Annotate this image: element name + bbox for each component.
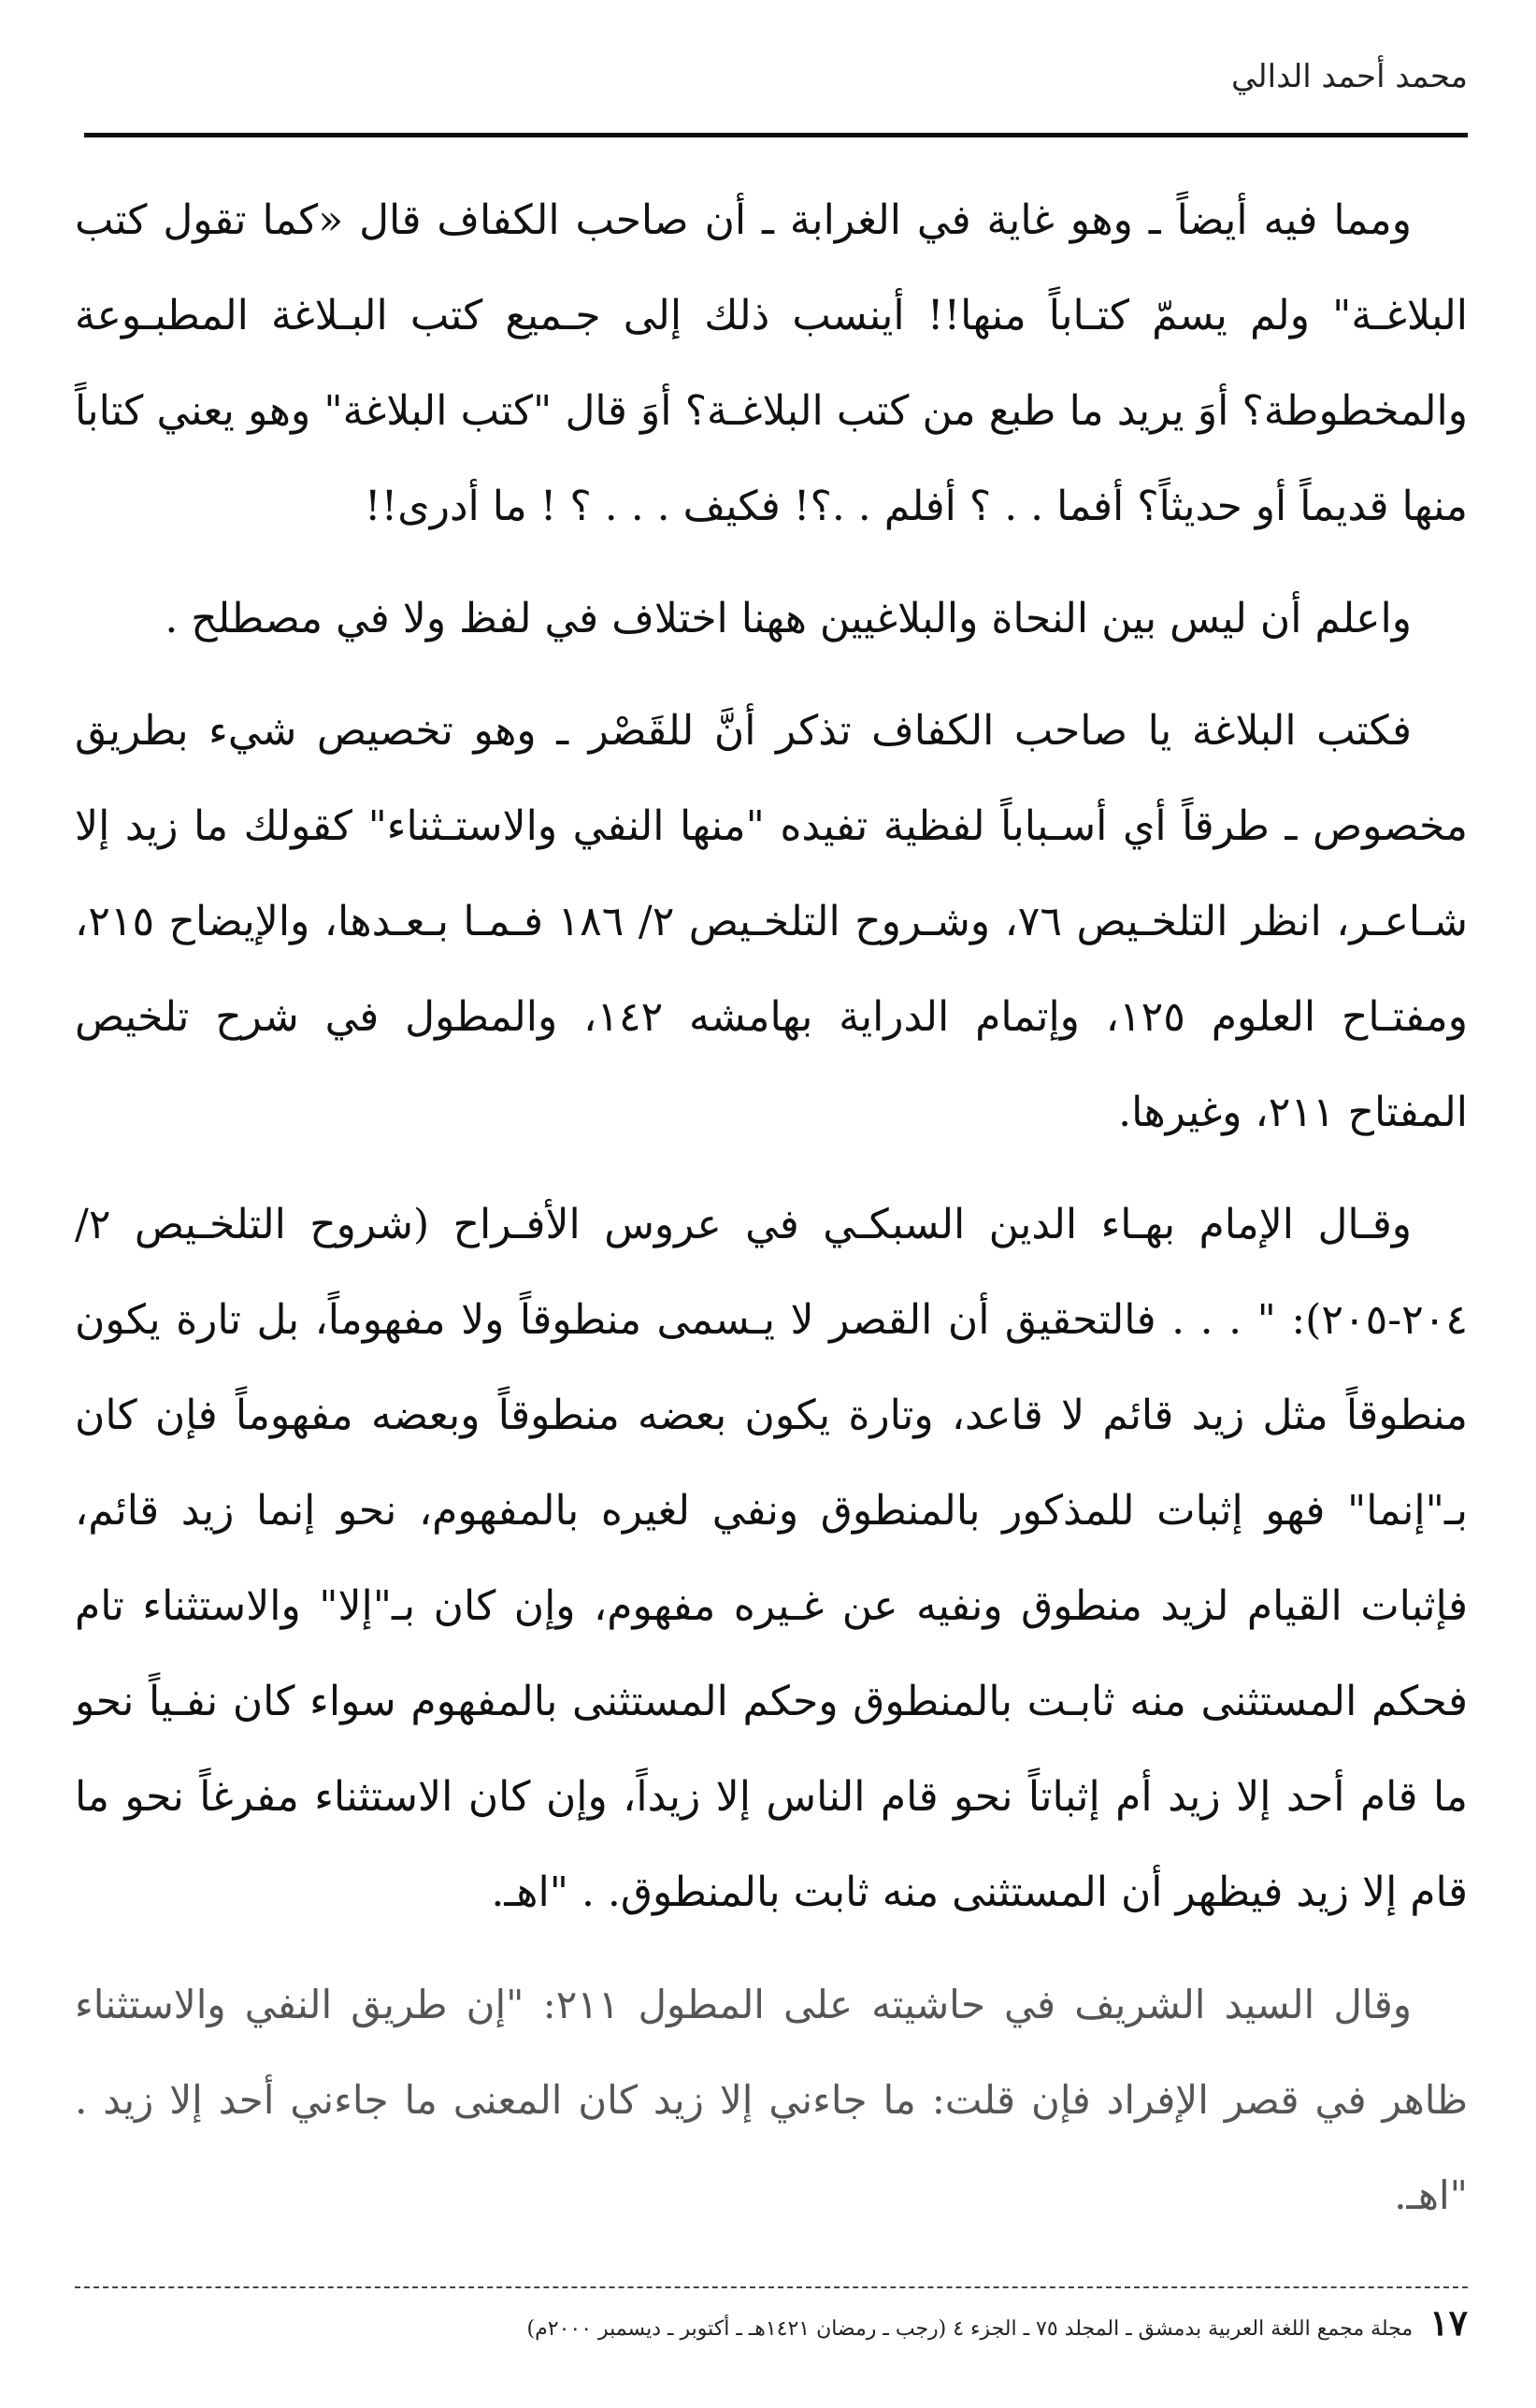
footer-line — [75, 2301, 1468, 2343]
page-header — [84, 58, 1468, 114]
paragraph-3: فكتب البلاغة يا صاحب الكفاف تذكر أنَّ للقَصْر ـ وهو تخصيص شيء بطريق مخصوص ـ طرقاً أي أسـباباً لفظية تفيده "منها النفي والاستـثناء" كقولك ما زيد إلا شـاعـر، انظر التلخـيص ٧٦، وشـروح التلخـيص ٢/ ١٨٦ فـمـا بـعـدها، والإيضاح ٢١٥، ومفتـاح العلوم ١٢٥، وإتمام الدراية بهامشه ١٤٢، والمطول في شرح تلخيص المفتاح ٢١١، وغيرها. — [75, 707, 1468, 1136]
paragraph-4: وقـال الإمام بهـاء الدين السبكـي في عروس الأفـراح (شروح التلخـيص ٢/ ٢٠٤-٢٠٥): " . . . فالتحقيق أن القصر لا يـسمى منطوقاً ولا مفهوماً، بل تارة يكون منطوقاً مثل زيد قائم لا قاعد، وتارة يكون بعضه منطوقاً وبعضه مفهوماً فإن كان بـ"إنما" فهو إثبات للمذكور بالمنطوق ونفي لغيره بالمفهوم، نحو إنما زيد قائم، فإثبات القيام لزيد منطوق ونفيه عن غـيره مفهوم، وإن كان بـ"إلا" والاستثناء تام فحكم المستثنى منه ثابـت بالمنطوق وحكم المستثنى بالمفهوم سواء كان نفـياً نحو ما قام أحد إلا زيد أم إثباتاً نحو قام الناس إلا زيداً، وإن كان الاستثناء مفرغاً نحو ما قام إلا زيد فيظهر أن المستثنى منه ثابت بالمنطوق. . "اهـ. — [75, 1201, 1468, 1916]
page-footer — [75, 2286, 1468, 2343]
header-author: محمد أحمد الدالي — [1230, 58, 1468, 95]
page-number: ١٧ — [1429, 2301, 1468, 2343]
paragraph-1: ومما فيه أيضاً ـ وهو غاية في الغرابة ـ أن صاحب الكفاف قال «كما تقول كتب البلاغـة" ولم يسمّ كتـاباً منها!! أينسب ذلك إلى جـميع كتب البـلاغة المطبـوعة والمخطوطة؟ أوَ يريد ما طبع من كتب البلاغـة؟ أوَ قال "كتب البلاغة" وهو يعني كتاباً منها قديماً أو حديثاً؟ أفما . . ؟ أفلم . .؟! فكيف . . . ؟ ! ما أدرى!! — [75, 196, 1468, 530]
body-text — [75, 173, 1468, 2260]
paragraph-5: وقال السيد الشريف في حاشيته على المطول ٢١١: "إن طريق النفي والاستثناء ظاهر في قصر الإفراد فإن قلت: ما جاءني إلا زيد كان المعنى ما جاءني أحد إلا زيد . "اهـ. — [75, 1982, 1468, 2218]
footer-rule — [75, 2286, 1468, 2288]
paragraph-2: واعلم أن ليس بين النحاة والبلاغيين ههنا اختلاف في لفظ ولا في مصطلح . — [165, 595, 1412, 642]
journal-citation: مجلة مجمع اللغة العربية بدمشق ـ المجلد ٧٥ ـ الجزء ٤ (رجب ـ رمضان ١٤٢١هـ ـ أكتوبر ـ ديسمبر ٢٠٠٠م) — [526, 2317, 1414, 2341]
header-rule — [84, 133, 1468, 137]
